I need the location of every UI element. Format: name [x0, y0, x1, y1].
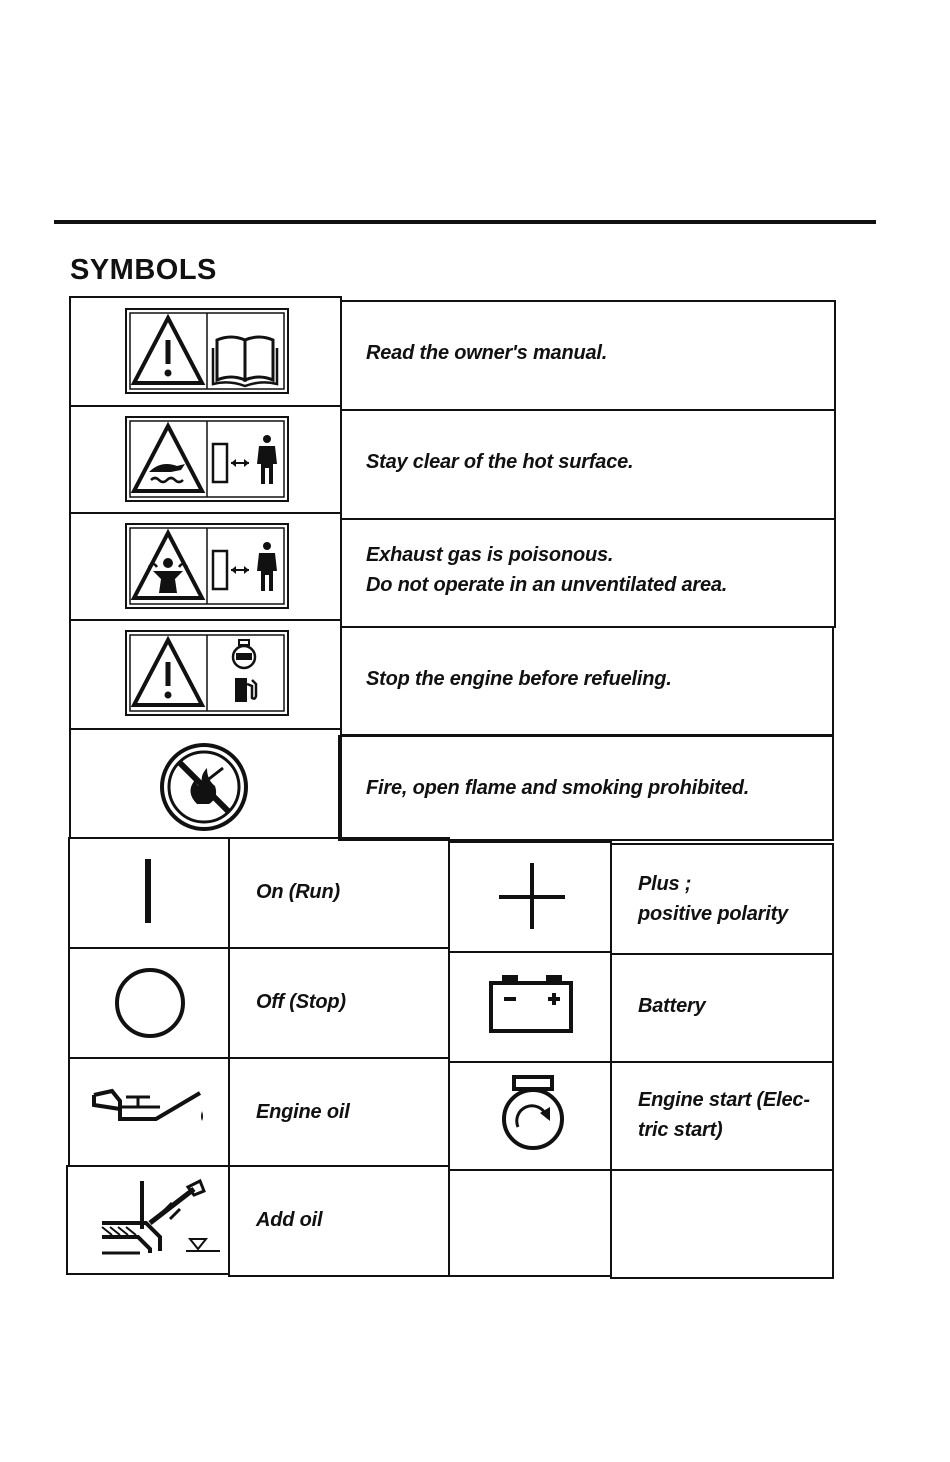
warning-row-1-text-cell: [340, 409, 836, 520]
grid-row-2-right-icon-cell: [448, 1061, 612, 1171]
grid-row-1-right-icon-cell: [448, 951, 612, 1063]
read-manual-warning-icon: [125, 308, 291, 396]
grid-row-2-left-icon-cell: [68, 1057, 230, 1167]
on-run-label: On (Run): [256, 881, 340, 903]
add-oil-label: Add oil: [256, 1209, 323, 1231]
plus-icon: [498, 863, 566, 931]
engine-oil-icon: [90, 1085, 220, 1135]
add-oil-icon: [100, 1179, 224, 1261]
grid-row-2-right-label-cell: [610, 1061, 834, 1171]
warning-row-2-text: Exhaust gas is poisonous. Do not operate in an unventilated area.: [366, 544, 728, 596]
warning-row-3-text-cell: [340, 626, 834, 736]
warning-row-0-text: Read the owner's manual.: [366, 342, 608, 364]
warning-row-2-text-cell: [340, 518, 836, 628]
grid-row-2-left-label-cell: [228, 1057, 450, 1167]
warning-row-0-text-cell: [340, 300, 836, 411]
grid-row-0-left-label-cell: [228, 837, 450, 949]
warning-row-4-icon-cell: [69, 728, 342, 839]
engine-start-label: Engine start (Elec- tric start): [638, 1089, 810, 1141]
exhaust-gas-warning-icon: [125, 523, 291, 611]
engine-oil-label: Engine oil: [256, 1101, 350, 1123]
battery-icon: [488, 975, 574, 1035]
warning-row-3-icon-cell: [69, 619, 342, 730]
warning-row-1-icon-cell: [69, 405, 342, 514]
grid-row-0-right-label-cell: [610, 843, 834, 955]
plus-label: Plus ; positive polarity: [638, 873, 788, 925]
warning-row-4-text-cell: [338, 735, 834, 841]
grid-row-1-left-label-cell: [228, 947, 450, 1059]
warning-row-0-icon-cell: [69, 296, 342, 407]
grid-row-3-right-label-cell: [610, 1169, 834, 1279]
hot-surface-warning-icon: [125, 416, 291, 504]
on-run-icon: [144, 859, 154, 925]
page-title: SYMBOLS: [70, 254, 217, 286]
grid-row-3-left-icon-cell: [66, 1165, 230, 1275]
grid-row-1-left-icon-cell: [68, 947, 230, 1059]
battery-label: Battery: [638, 995, 706, 1017]
warning-row-3-text: Stop the engine before refueling.: [366, 668, 672, 690]
engine-start-icon: [498, 1075, 568, 1155]
stop-engine-refuel-warning-icon: [125, 630, 291, 718]
grid-row-0-right-icon-cell: [448, 841, 612, 953]
grid-row-0-left-icon-cell: [68, 837, 230, 949]
off-stop-label: Off (Stop): [256, 991, 346, 1013]
warning-row-4-text: Fire, open flame and smoking prohibited.: [366, 777, 750, 799]
off-stop-icon: [114, 967, 186, 1039]
warning-row-1-text: Stay clear of the hot surface.: [366, 451, 634, 473]
grid-row-3-left-label-cell: [228, 1165, 450, 1277]
warning-row-2-icon-cell: [69, 512, 342, 621]
header-rule: [54, 220, 876, 224]
no-fire-icon: [159, 742, 249, 832]
grid-row-1-right-label-cell: [610, 953, 834, 1063]
grid-row-3-right-icon-cell: [448, 1169, 612, 1277]
